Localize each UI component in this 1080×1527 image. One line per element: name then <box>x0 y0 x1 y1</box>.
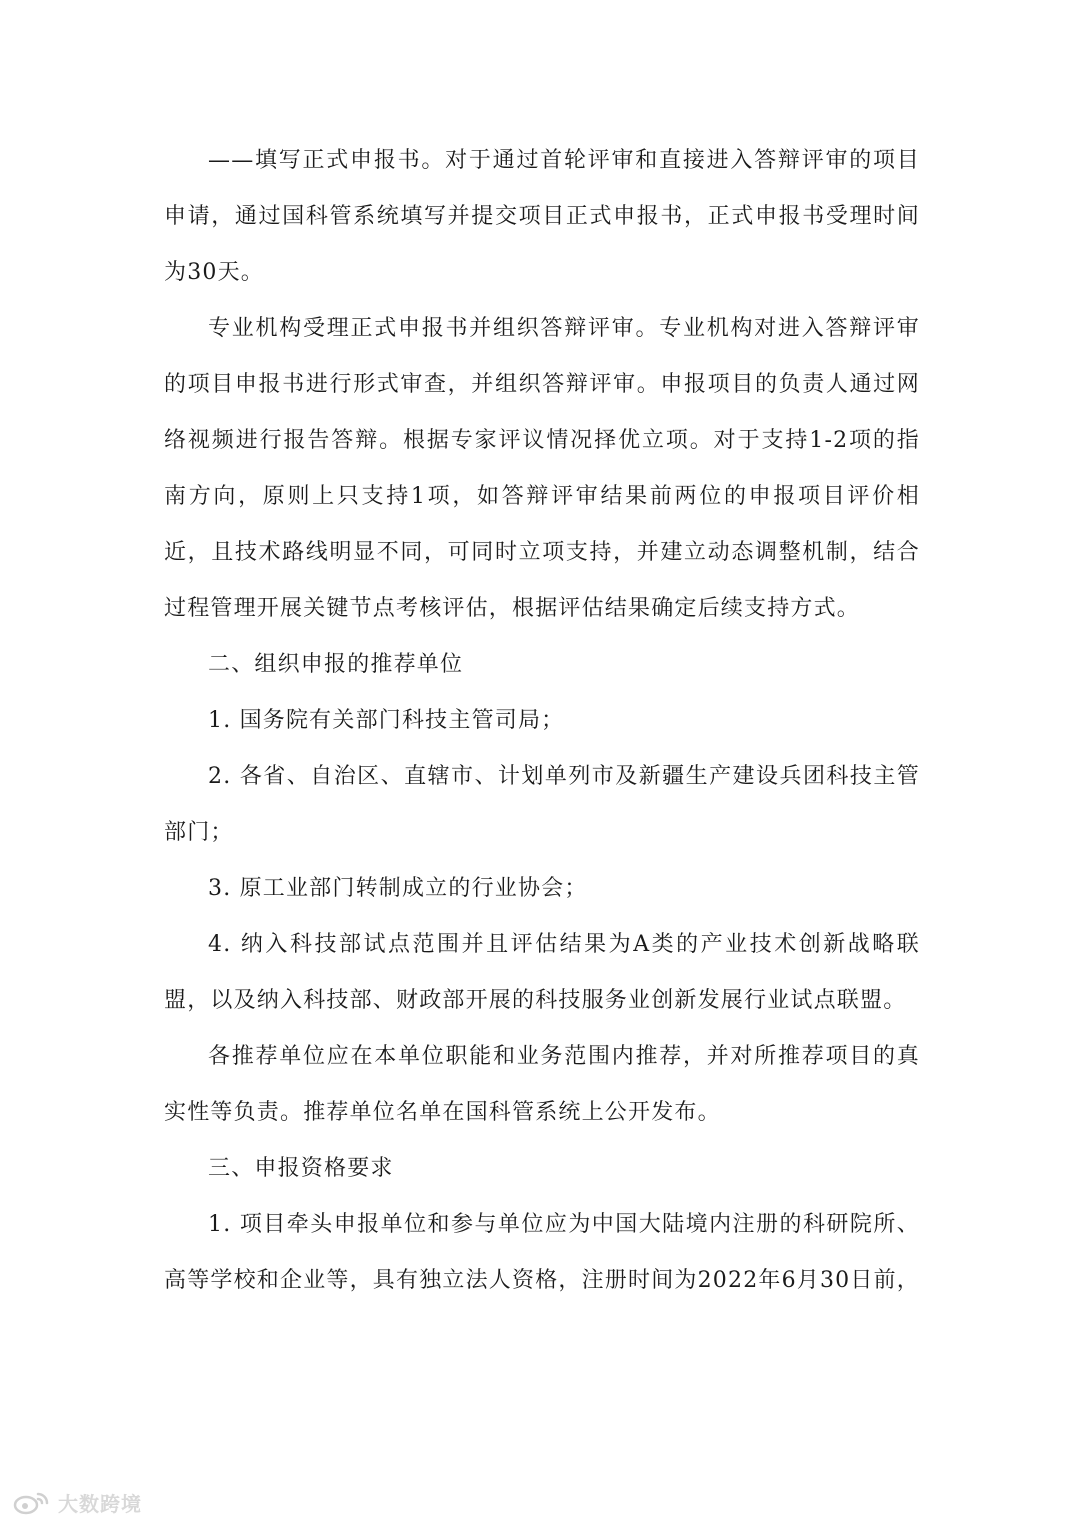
list-item-provinces: 2. 各省、自治区、直辖市、计划单列市及新疆生产建设兵团科技主管部门； <box>164 764 920 845</box>
list-item-alliances: 4. 纳入科技部试点范围并且评估结果为A类的产业技术创新战略联盟，以及纳入科技部、财政部开展的科技服务业创新发展行业试点联盟。 <box>164 932 920 1013</box>
paragraph-formal-application: ——填写正式申报书。对于通过首轮评审和直接进入答辩评审的项目申请，通过国科管系统填写并提交项目正式申报书，正式申报书受理时间为30天。 <box>164 148 920 285</box>
document-body <box>164 133 920 1309</box>
list-item-state-council: 1. 国务院有关部门科技主管司局； <box>208 708 565 733</box>
paragraph-recommender-duties: 各推荐单位应在本单位职能和业务范围内推荐，并对所推荐项目的真实性等负责。推荐单位名单在国科管系统上公开发布。 <box>164 1044 920 1125</box>
list-item-industry-associations: 3. 原工业部门转制成立的行业协会； <box>208 876 588 901</box>
list-item-eligibility-1: 1. 项目牵头申报单位和参与单位应为中国大陆境内注册的科研院所、高等学校和企业等，具有独立法人资格，注册时间为2022年6月30日前， <box>164 1212 920 1293</box>
section-heading-recommending-units: 二、组织申报的推荐单位 <box>208 652 464 677</box>
section-heading-eligibility: 三、申报资格要求 <box>208 1156 394 1181</box>
watermark-text: 大数跨境 <box>58 1492 142 1516</box>
paragraph-defense-review: 专业机构受理正式申报书并组织答辩评审。专业机构对进入答辩评审的项目申报书进行形式审查，并组织答辩评审。申报项目的负责人通过网络视频进行报告答辩。根据专家评议情况择优立项。对于支持1-2项的指南方向，原则上只支持1项，如答辩评审结果前两位的申报项目评价相近，且技术路线明显不同，可同时立项支持，并建立动态调整机制，结合过程管理开展关键节点考核评估，根据评估结果确定后续支持方式。 <box>164 316 920 621</box>
weibo-style-logo-icon <box>12 1490 52 1516</box>
watermark <box>12 1488 142 1517</box>
